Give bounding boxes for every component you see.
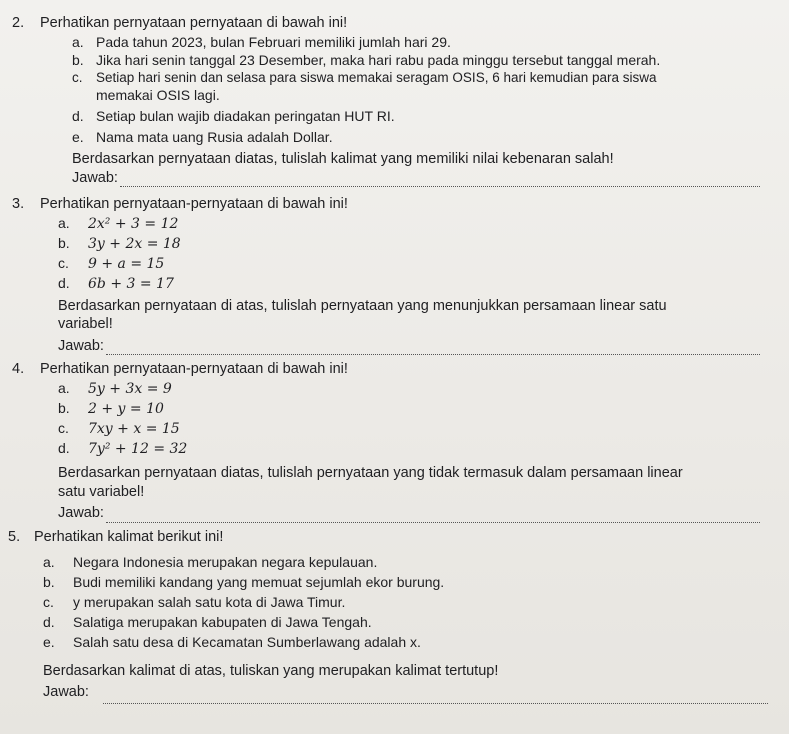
- q5-item-c-text: y merupakan salah satu kota di Jawa Timur.: [73, 594, 346, 610]
- q5-item-c: [43, 594, 345, 610]
- q3-instruction: Berdasarkan pernyataan di atas, tulislah pernyataan yang menunjukkan persamaan linear satu: [58, 298, 667, 314]
- q3-item-b-label: b.: [58, 235, 70, 251]
- q4-item-a: [58, 380, 172, 397]
- q2-answer-line[interactable]: [120, 186, 760, 187]
- q2-number: 2.: [12, 15, 25, 31]
- q3-item-a-text: 2x² + 3 = 12: [88, 216, 179, 232]
- q2-item-c: [72, 70, 657, 86]
- q5-item-b: [43, 574, 444, 590]
- q3-item-d-text: 6b + 3 = 17: [88, 276, 174, 292]
- q2-item-a-label: a.: [72, 34, 84, 50]
- q5-item-d-label: d.: [43, 614, 55, 630]
- q4-answer-line[interactable]: [106, 522, 760, 523]
- q2-item-b: [72, 52, 660, 68]
- q3-item-b: [58, 235, 181, 252]
- q2-item-c-label: c.: [72, 70, 83, 85]
- q5-item-a-label: a.: [43, 554, 55, 570]
- q2-item-a: [72, 34, 451, 50]
- q5-answer-label: Jawab:: [43, 684, 89, 700]
- q2-item-b-label: b.: [72, 52, 84, 68]
- q2-instruction: Berdasarkan pernyataan diatas, tulislah kalimat yang memiliki nilai kebenaran salah!: [72, 151, 614, 167]
- q5-item-e-text: Salah satu desa di Kecamatan Sumberlawang adalah x.: [73, 634, 421, 650]
- q2-item-a-text: Pada tahun 2023, bulan Februari memiliki jumlah hari 29.: [96, 34, 451, 50]
- q4-instruction-continuation: satu variabel!: [58, 484, 145, 500]
- q3-item-c-text: 9 + a = 15: [88, 256, 165, 272]
- q5-item-a-text: Negara Indonesia merupakan negara kepulauan.: [73, 554, 378, 570]
- q5-prompt: Perhatikan kalimat berikut ini!: [34, 529, 224, 545]
- q5-item-e: [43, 634, 421, 650]
- q3-answer-line[interactable]: [106, 354, 760, 355]
- q5-answer-line[interactable]: [103, 703, 768, 704]
- q3-item-b-text: 3y + 2x = 18: [88, 236, 181, 252]
- q3-answer-label: Jawab:: [58, 338, 104, 354]
- q2-item-c-text: Setiap hari senin dan selasa para siswa memakai seragam OSIS, 6 hari kemudian para siswa: [96, 70, 657, 85]
- q2-item-d: [72, 108, 395, 124]
- q4-item-a-text: 5y + 3x = 9: [88, 381, 172, 397]
- q3-item-d-label: d.: [58, 275, 70, 291]
- q2-item-d-text: Setiap bulan wajib diadakan peringatan HUT RI.: [96, 108, 395, 124]
- q5-number: 5.: [8, 529, 21, 545]
- q5-item-d-text: Salatiga merupakan kabupaten di Jawa Tengah.: [73, 614, 372, 630]
- q5-item-b-text: Budi memiliki kandang yang memuat sejumlah ekor burung.: [73, 574, 445, 590]
- q4-item-b: [58, 400, 164, 417]
- q2-item-b-text: Jika hari senin tanggal 23 Desember, maka hari rabu pada minggu tersebut tanggal merah.: [96, 52, 661, 68]
- q4-item-a-label: a.: [58, 380, 70, 396]
- q4-prompt: Perhatikan pernyataan-pernyataan di bawah ini!: [40, 361, 348, 377]
- q5-instruction: Berdasarkan kalimat di atas, tuliskan yang merupakan kalimat tertutup!: [43, 663, 499, 679]
- q4-instruction: Berdasarkan pernyataan diatas, tulislah pernyataan yang tidak termasuk dalam persamaan linear: [58, 465, 683, 481]
- q2-item-c-continuation: memakai OSIS lagi.: [96, 87, 220, 103]
- q4-item-d-label: d.: [58, 440, 70, 456]
- q4-item-c-label: c.: [58, 420, 69, 436]
- q3-prompt: Perhatikan pernyataan-pernyataan di bawah ini!: [40, 196, 348, 212]
- q3-instruction-continuation: variabel!: [58, 316, 113, 332]
- q5-item-b-label: b.: [43, 574, 55, 590]
- q3-item-c: [58, 255, 164, 272]
- q3-number: 3.: [12, 196, 25, 212]
- q4-item-d-text: 7y² + 12 = 32: [88, 441, 188, 457]
- q2-item-e-label: e.: [72, 129, 84, 145]
- q4-item-b-text: 2 + y = 10: [88, 401, 164, 417]
- q4-item-d: [58, 440, 187, 457]
- q2-item-e: [72, 129, 333, 145]
- q2-item-e-text: Nama mata uang Rusia adalah Dollar.: [96, 129, 333, 145]
- q2-answer-label: Jawab:: [72, 170, 118, 186]
- q5-item-a: [43, 554, 377, 570]
- q2-prompt: Perhatikan pernyataan pernyataan di bawah ini!: [40, 15, 348, 31]
- q3-item-a-label: a.: [58, 215, 70, 231]
- q5-item-d: [43, 614, 372, 630]
- q4-item-b-label: b.: [58, 400, 70, 416]
- q4-number: 4.: [12, 361, 25, 377]
- q3-item-a: [58, 215, 178, 232]
- q4-answer-label: Jawab:: [58, 505, 104, 521]
- q2-item-d-label: d.: [72, 108, 84, 124]
- q4-item-c-text: 7xy + x = 15: [88, 421, 180, 437]
- q5-item-c-label: c.: [43, 594, 54, 610]
- q4-item-c: [58, 420, 180, 437]
- q3-item-c-label: c.: [58, 255, 69, 271]
- q3-item-d: [58, 275, 174, 292]
- q5-item-e-label: e.: [43, 634, 55, 650]
